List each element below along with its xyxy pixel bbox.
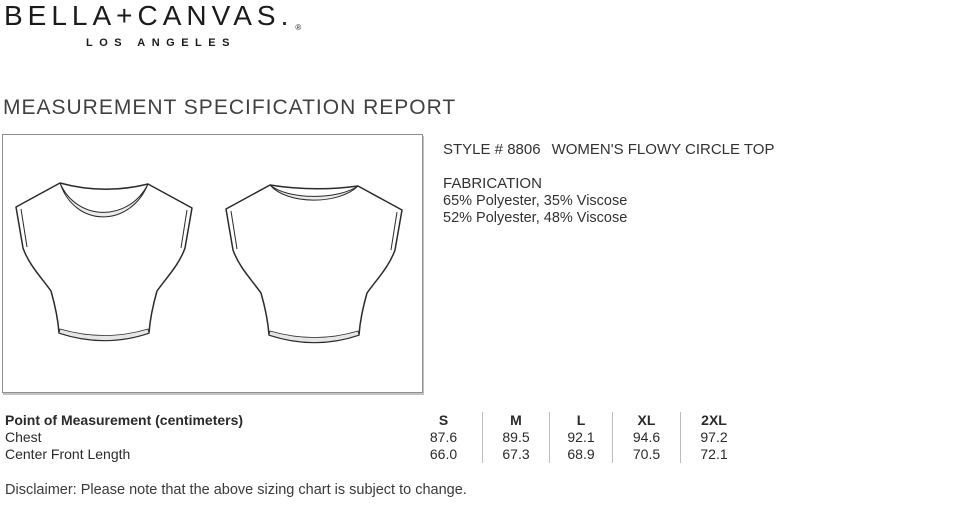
fabrication-line: 65% Polyester, 35% Viscose <box>443 193 628 209</box>
style-number: STYLE # 8806 <box>443 141 541 158</box>
page-title: MEASUREMENT SPECIFICATION REPORT <box>3 96 457 119</box>
size-header: S <box>438 412 449 428</box>
measurement-value: 72.1 <box>700 446 728 462</box>
measurement-value: 70.5 <box>632 446 661 462</box>
registered-trademark-icon: ® <box>295 23 302 32</box>
measurement-value: 68.9 <box>567 446 595 462</box>
measurement-table <box>5 412 747 463</box>
measurement-value: 87.6 <box>429 429 458 445</box>
measurement-value: 89.5 <box>502 429 530 445</box>
measurement-value: 66.0 <box>429 446 458 462</box>
garment-back-view-illustration <box>225 183 407 355</box>
style-line <box>443 141 774 158</box>
measurement-label: Chest <box>5 429 42 445</box>
size-column-xl <box>612 412 680 463</box>
brand-tagline: LOS ANGELES <box>86 37 236 49</box>
size-column-2xl <box>680 412 747 463</box>
size-column-m <box>482 412 549 463</box>
size-column-l <box>549 412 612 463</box>
brand-logo-text: BELLA+CANVAS. <box>4 0 294 31</box>
garment-front-view-illustration <box>15 181 197 353</box>
fabrication-line: 52% Polyester, 48% Viscose <box>443 210 628 226</box>
size-header: 2XL <box>701 412 727 428</box>
disclaimer-text: Disclaimer: Please note that the above sizing chart is subject to change. <box>5 482 467 498</box>
size-column-s <box>405 412 482 463</box>
measurement-table-label-column <box>5 412 405 463</box>
measurement-value: 67.3 <box>502 446 530 462</box>
measurement-label: Center Front Length <box>5 446 131 462</box>
table-row-header: Point of Measurement (centimeters) <box>5 412 244 428</box>
measurement-value: 94.6 <box>632 429 661 445</box>
measurement-value: 97.2 <box>700 429 728 445</box>
size-header: L <box>576 412 586 428</box>
product-name: WOMEN'S FLOWY CIRCLE TOP <box>551 141 775 158</box>
size-header: M <box>510 412 522 428</box>
size-header: XL <box>637 412 656 428</box>
fabrication-label: FABRICATION <box>443 175 542 192</box>
garment-illustration-box <box>2 134 423 393</box>
measurement-value: 92.1 <box>567 429 595 445</box>
brand-logo <box>4 0 302 32</box>
